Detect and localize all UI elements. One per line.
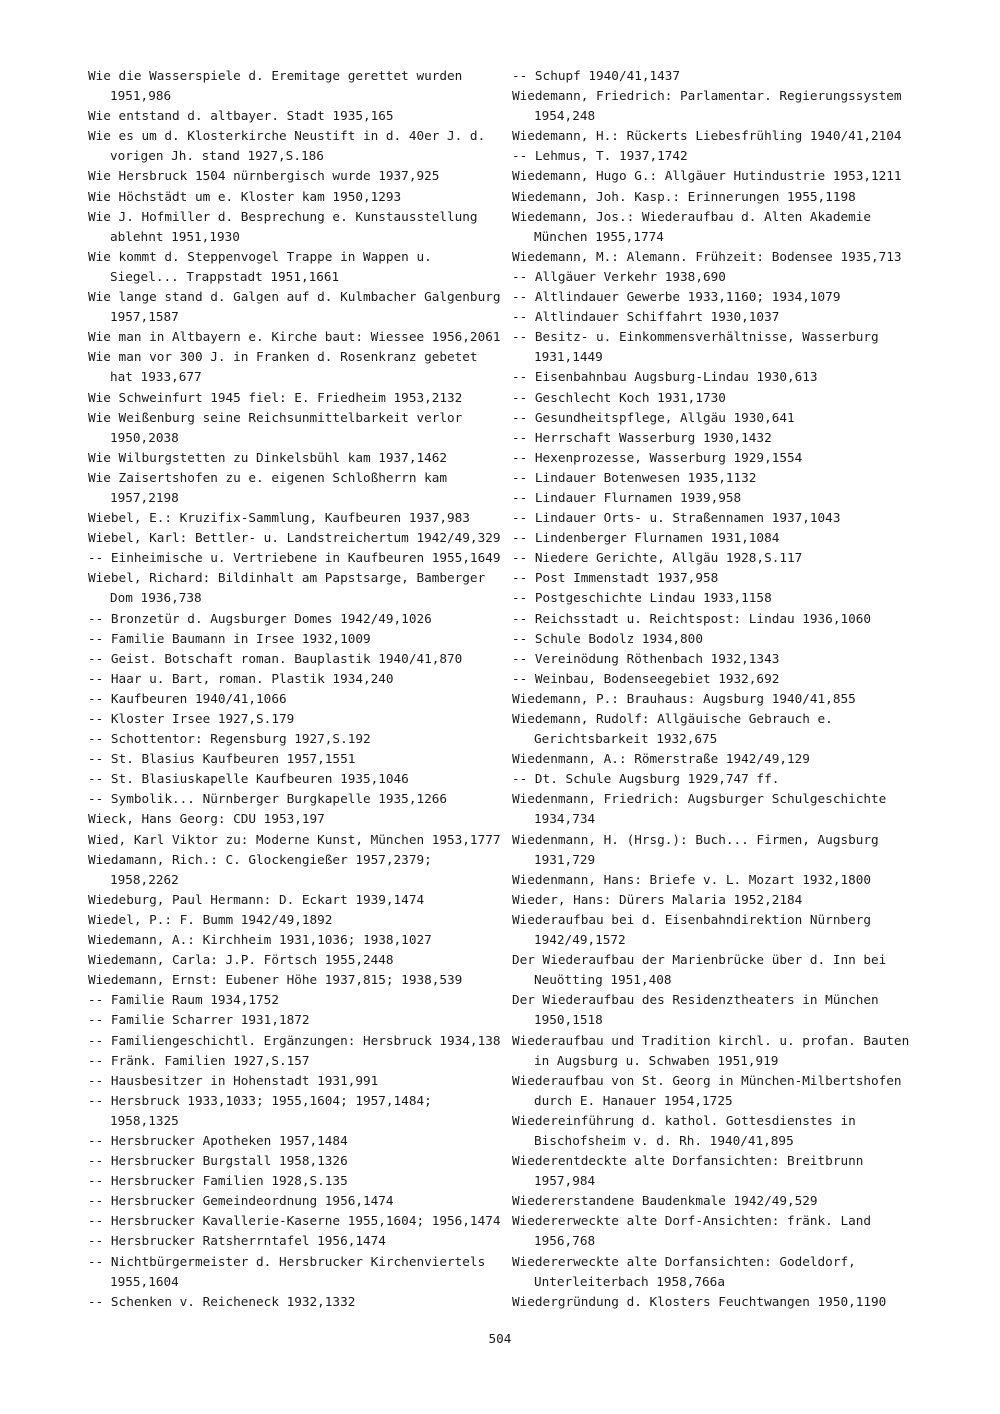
index-entry: Wiedemann, P.: Brauhaus: Augsburg 1940/41,855 xyxy=(512,690,856,706)
index-entry: Wie Weißenburg seine Reichsunmittelbarkeit verlor 1950,2038 xyxy=(88,409,463,445)
index-entry: Wiedemann, Joh. Kasp.: Erinnerungen 1955,1198 xyxy=(512,188,856,204)
index-entry: Wiedemann, Jos.: Wiederaufbau d. Alten Akademie München 1955,1774 xyxy=(512,208,872,244)
index-entry: -- Hersbrucker Kavallerie-Kaserne 1955,1604; 1956,1474 xyxy=(88,1213,501,1229)
index-entry: Wiedemann, M.: Alemann. Frühzeit: Bodensee 1935,713 xyxy=(512,248,902,264)
index-column-right xyxy=(512,66,932,1312)
index-entry: Wie lange stand d. Galgen auf d. Kulmbacher Galgenburg 1957,1587 xyxy=(88,289,501,325)
index-entry: Wiedemann, Friedrich: Parlamentar. Regierungssystem 1954,248 xyxy=(512,88,902,124)
index-entry: Wieck, Hans Georg: CDU 1953,197 xyxy=(88,811,325,827)
index-entry: -- Hexenprozesse, Wasserburg 1929,1554 xyxy=(512,449,803,465)
index-entry: Wiedereinführung d. kathol. Gottesdienstes in Bischofsheim v. d. Rh. 1940/41,895 xyxy=(512,1112,856,1148)
index-entry: Wiedemann, Rudolf: Allgäuische Gebrauch e. Gerichtsbarkeit 1932,675 xyxy=(512,711,833,747)
index-entry: -- Haar u. Bart, roman. Plastik 1934,240 xyxy=(88,670,394,686)
index-entry: -- Lindenberger Flurnamen 1931,1084 xyxy=(512,530,780,546)
index-entry: Wiedenmann, Hans: Briefe v. L. Mozart 1932,1800 xyxy=(512,871,872,887)
index-entry: Wie es um d. Klosterkirche Neustift in d. 40er J. d. vorigen Jh. stand 1927,S.186 xyxy=(88,128,486,164)
index-entry: Wiedererweckte alte Dorf-Ansichten: fränk. Land 1956,768 xyxy=(512,1213,872,1249)
index-entry: -- Altlindauer Schiffahrt 1930,1037 xyxy=(512,309,780,325)
index-entry: Wie Hersbruck 1504 nürnbergisch wurde 1937,925 xyxy=(88,168,440,184)
index-entry: Wieder, Hans: Dürers Malaria 1952,2184 xyxy=(512,891,803,907)
index-entry: Wiedemann, H.: Rückerts Liebesfrühling 1940/41,2104 xyxy=(512,128,902,144)
index-entry: Wiedenmann, A.: Römerstraße 1942/49,129 xyxy=(512,751,810,767)
index-entry: Wiederaufbau von St. Georg in München-Milbertshofen durch E. Hanauer 1954,1725 xyxy=(512,1072,902,1108)
index-entry: -- Geschlecht Koch 1931,1730 xyxy=(512,389,726,405)
index-entry: -- Niedere Gerichte, Allgäu 1928,S.117 xyxy=(512,550,803,566)
index-entry: -- Hausbesitzer in Hohenstadt 1931,991 xyxy=(88,1072,379,1088)
index-entry: -- Hersbrucker Burgstall 1958,1326 xyxy=(88,1153,348,1169)
index-entry: -- Schupf 1940/41,1437 xyxy=(512,68,681,83)
index-entry: -- Allgäuer Verkehr 1938,690 xyxy=(512,268,726,284)
index-entry: Wiederentdeckte alte Dorfansichten: Breitbrunn 1957,984 xyxy=(512,1153,864,1189)
index-entry: -- Familie Baumann in Irsee 1932,1009 xyxy=(88,630,371,646)
index-entry: Wie die Wasserspiele d. Eremitage gerettet wurden 1951,986 xyxy=(88,68,463,104)
index-entry: -- Reichsstadt u. Reichtspost: Lindau 1936,1060 xyxy=(512,610,872,626)
index-column-left xyxy=(88,66,508,1312)
index-entry: Wiebel, E.: Kruzifix-Sammlung, Kaufbeuren 1937,983 xyxy=(88,510,470,526)
index-entry: -- Familie Raum 1934,1752 xyxy=(88,992,279,1008)
index-entry: Wie Höchstädt um e. Kloster kam 1950,1293 xyxy=(88,188,402,204)
index-entry: Wiedel, P.: F. Bumm 1942/49,1892 xyxy=(88,911,333,927)
index-entry: Wiedemann, Ernst: Eubener Höhe 1937,815; 1938,539 xyxy=(88,972,463,988)
index-entry: -- Weinbau, Bodenseegebiet 1932,692 xyxy=(512,670,780,686)
index-entry: -- Einheimische u. Vertriebene in Kaufbeuren 1955,1649 xyxy=(88,550,501,566)
index-entry: -- Familie Scharrer 1931,1872 xyxy=(88,1012,310,1028)
index-entry: -- Postgeschichte Lindau 1933,1158 xyxy=(512,590,772,606)
index-entry: -- Hersbrucker Gemeindeordnung 1956,1474 xyxy=(88,1193,394,1209)
index-entry: -- Schule Bodolz 1934,800 xyxy=(512,630,703,646)
index-entry: -- Gesundheitspflege, Allgäu 1930,641 xyxy=(512,409,795,425)
index-entry: -- Dt. Schule Augsburg 1929,747 ff. xyxy=(512,771,780,787)
index-entry: -- Nichtbürgermeister d. Hersbrucker Kirchenviertels 1955,1604 xyxy=(88,1253,486,1289)
index-entry: Wie kommt d. Steppenvogel Trappe in Wappen u. Siegel... Trappstadt 1951,1661 xyxy=(88,248,432,284)
index-entry: Wiedamann, Rich.: C. Glockengießer 1957,2379; 1958,2262 xyxy=(88,851,432,887)
page-number: 504 xyxy=(488,1331,512,1346)
index-entry: -- Familiengeschichtl. Ergänzungen: Hersbruck 1934,138 xyxy=(88,1032,501,1048)
index-entry: Wied, Karl Viktor zu: Moderne Kunst, München 1953,1777 xyxy=(88,831,501,847)
index-entry: Wiebel, Karl: Bettler- u. Landstreichertum 1942/49,329 xyxy=(88,530,501,546)
index-entry: Wiedeburg, Paul Hermann: D. Eckart 1939,1474 xyxy=(88,891,425,907)
index-entry: Wiederaufbau bei d. Eisenbahndirektion Nürnberg 1942/49,1572 xyxy=(512,911,872,948)
index-entry: -- Hersbrucker Apotheken 1957,1484 xyxy=(88,1132,348,1148)
index-entry: -- Lehmus, T. 1937,1742 xyxy=(512,148,688,164)
index-entry: Wie Schweinfurt 1945 fiel: E. Friedheim 1953,2132 xyxy=(88,389,463,405)
index-entry: Wiedemann, Hugo G.: Allgäuer Hutindustrie 1953,1211 xyxy=(512,168,902,184)
index-entry: Wiedererweckte alte Dorfansichten: Godeldorf, Unterleiterbach 1958,766a xyxy=(512,1253,856,1289)
index-entry: -- Schottentor: Regensburg 1927,S.192 xyxy=(88,731,371,747)
index-entry: -- Post Immenstadt 1937,958 xyxy=(512,570,719,586)
index-entry: Wiedenmann, H. (Hrsg.): Buch... Firmen, Augsburg 1931,729 xyxy=(512,831,879,867)
index-entry: Wiedemann, Carla: J.P. Förtsch 1955,2448 xyxy=(88,952,394,968)
index-entry: -- Kloster Irsee 1927,S.179 xyxy=(88,711,295,726)
index-entry: -- Herrschaft Wasserburg 1930,1432 xyxy=(512,429,772,445)
index-entry: Wiedergründung d. Klosters Feuchtwangen 1950,1190 xyxy=(512,1293,887,1309)
index-entry: Wie man in Altbayern e. Kirche baut: Wiessee 1956,2061 xyxy=(88,329,501,345)
index-entry: -- St. Blasius Kaufbeuren 1957,1551 xyxy=(88,751,356,767)
index-entry: Der Wiederaufbau der Marienbrücke über d. Inn bei Neuötting 1951,408 xyxy=(512,952,887,988)
index-entry: -- Hersbrucker Ratsherrntafel 1956,1474 xyxy=(88,1233,386,1249)
index-entry: -- Kaufbeuren 1940/41,1066 xyxy=(88,690,287,706)
index-entry: Wiederaufbau und Tradition kirchl. u. profan. Bauten in Augsburg u. Schwaben 1951,919 xyxy=(512,1032,910,1068)
index-entry: -- Fränk. Familien 1927,S.157 xyxy=(88,1052,310,1068)
index-entry: -- Altlindauer Gewerbe 1933,1160; 1934,1079 xyxy=(512,289,841,305)
index-entry: Wie man vor 300 J. in Franken d. Rosenkranz gebetet hat 1933,677 xyxy=(88,349,478,385)
index-entry: Wie Wilburgstetten zu Dinkelsbühl kam 1937,1462 xyxy=(88,449,448,465)
index-entry: Wie J. Hofmiller d. Besprechung e. Kunstausstellung ablehnt 1951,1930 xyxy=(88,208,478,244)
index-entry: -- Lindauer Flurnamen 1939,958 xyxy=(512,489,742,505)
index-entry: Wie Zaisertshofen zu e. eigenen Schloßherrn kam 1957,2198 xyxy=(88,469,448,505)
index-entry: -- St. Blasiuskapelle Kaufbeuren 1935,1046 xyxy=(88,771,409,787)
index-entry: Wiedenmann, Friedrich: Augsburger Schulgeschichte 1934,734 xyxy=(512,791,887,827)
index-entry: Wiebel, Richard: Bildinhalt am Papstsarge, Bamberger Dom 1936,738 xyxy=(88,570,486,606)
index-entry: -- Schenken v. Reicheneck 1932,1332 xyxy=(88,1293,356,1309)
index-entry: -- Lindauer Orts- u. Straßennamen 1937,1043 xyxy=(512,510,841,526)
index-entry: -- Geist. Botschaft roman. Bauplastik 1940/41,870 xyxy=(88,650,463,666)
index-entry: Der Wiederaufbau des Residenztheaters in München 1950,1518 xyxy=(512,992,879,1028)
index-entry: -- Vereinödung Röthenbach 1932,1343 xyxy=(512,650,780,666)
index-entry: -- Eisenbahnbau Augsburg-Lindau 1930,613 xyxy=(512,369,818,385)
index-entry: Wiedererstandene Baudenkmale 1942/49,529 xyxy=(512,1193,818,1209)
index-entry: -- Besitz- u. Einkommensverhältnisse, Wasserburg 1931,1449 xyxy=(512,329,879,365)
index-entry: -- Bronzetür d. Augsburger Domes 1942/49,1026 xyxy=(88,610,432,626)
index-entry: -- Hersbrucker Familien 1928,S.135 xyxy=(88,1173,348,1189)
index-entry: -- Hersbruck 1933,1033; 1955,1604; 1957,1484; 1958,1325 xyxy=(88,1092,432,1128)
index-entry: -- Lindauer Botenwesen 1935,1132 xyxy=(512,469,757,485)
index-entry: Wie entstand d. altbayer. Stadt 1935,165 xyxy=(88,108,394,124)
index-entry: -- Symbolik... Nürnberger Burgkapelle 1935,1266 xyxy=(88,791,448,807)
index-entry: Wiedemann, A.: Kirchheim 1931,1036; 1938,1027 xyxy=(88,932,432,948)
